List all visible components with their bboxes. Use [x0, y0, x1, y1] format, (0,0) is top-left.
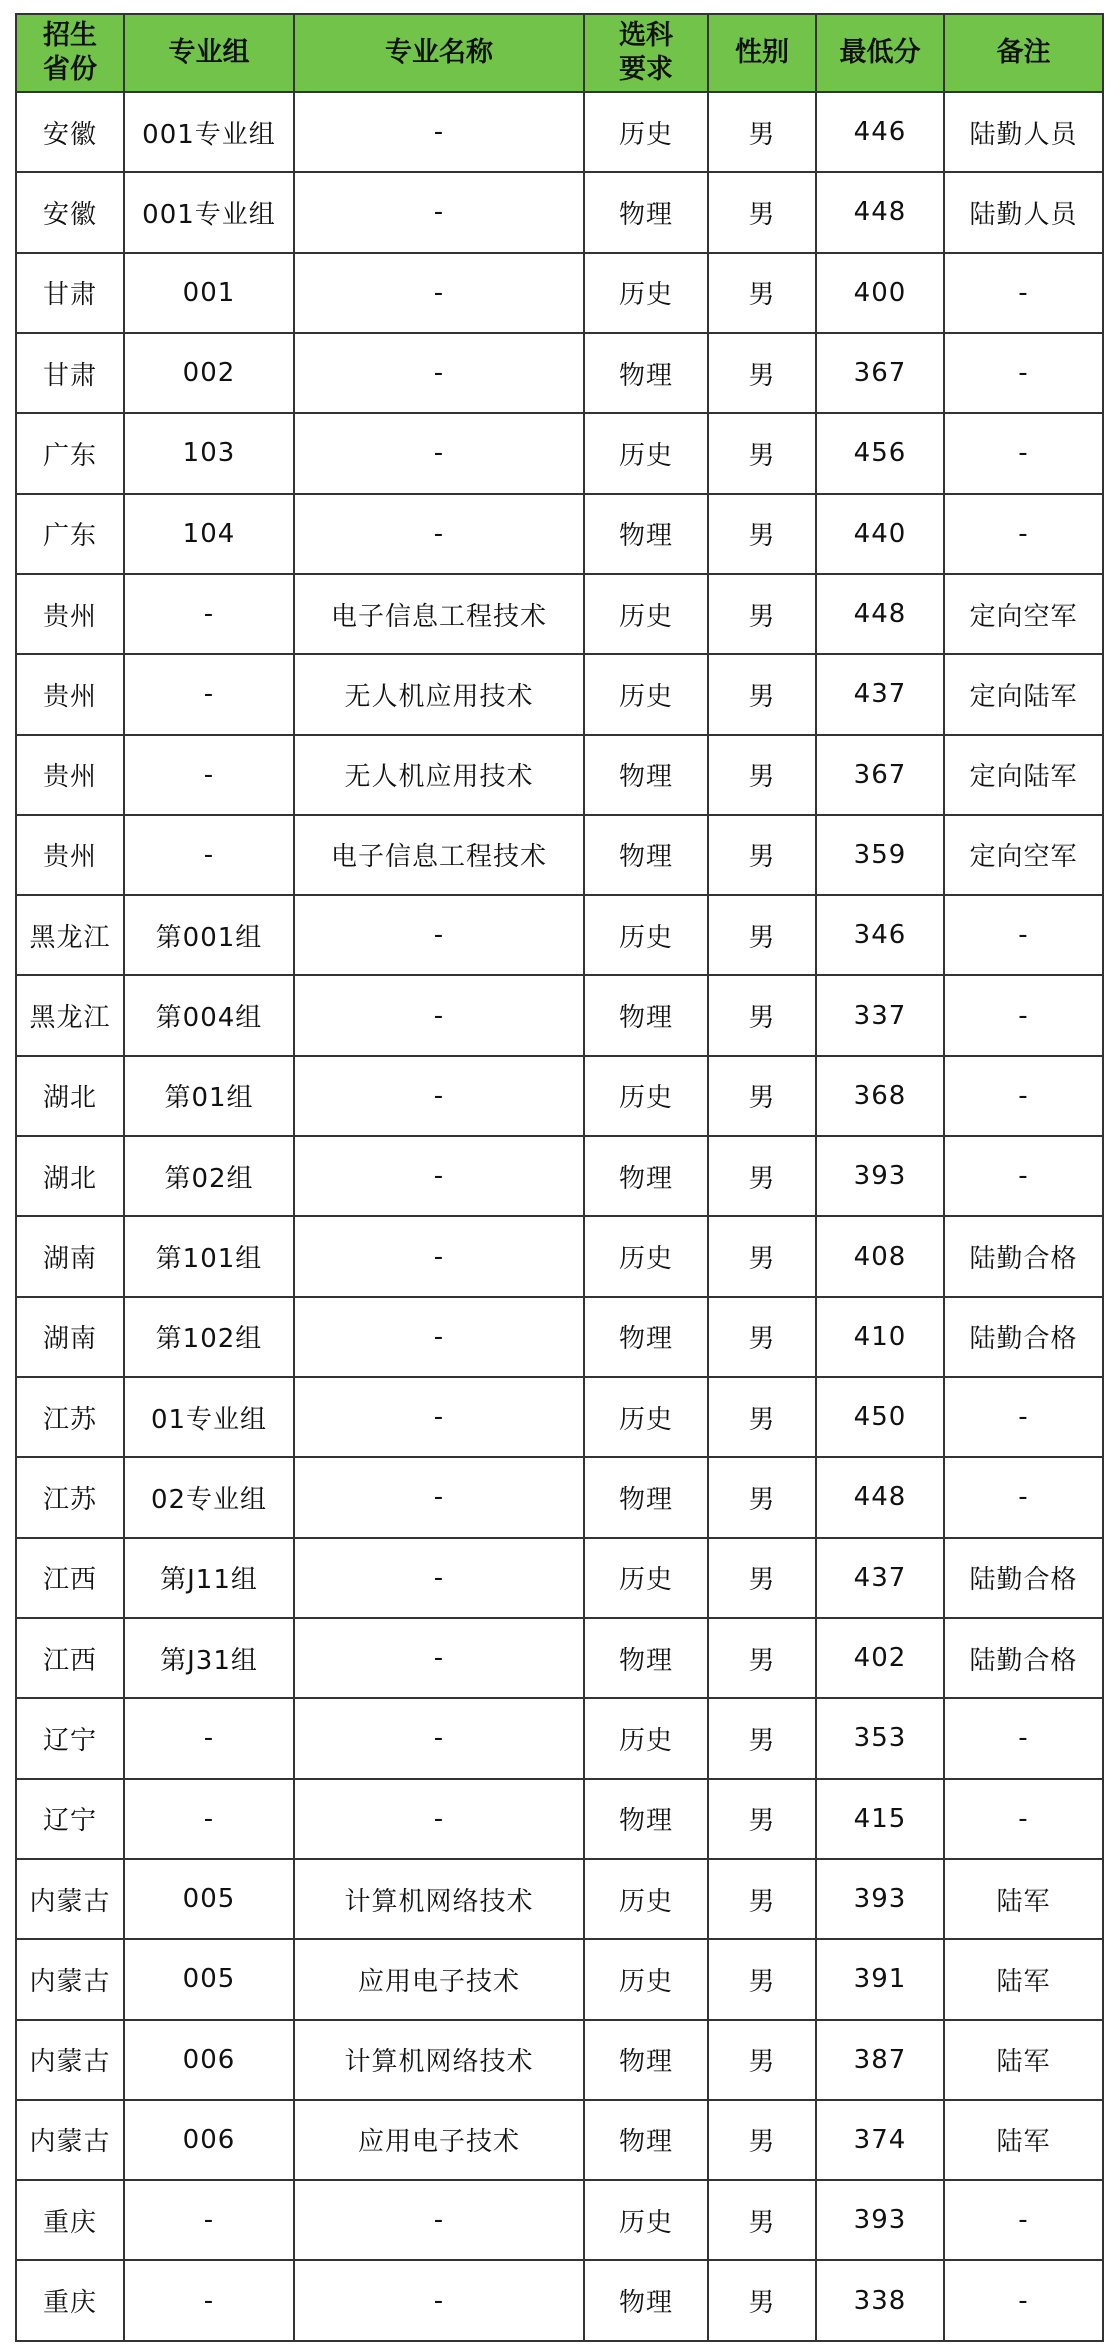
- cell-min-score: 368: [816, 1056, 944, 1136]
- cell-group: 005: [124, 1859, 294, 1939]
- cell-remark: -: [944, 895, 1103, 975]
- table-row: [16, 1216, 1103, 1296]
- table-row: [16, 92, 1103, 172]
- cell-min-score: 359: [816, 815, 944, 895]
- cell-province: 广东: [16, 494, 124, 574]
- cell-remark: 陆勤合格: [944, 1538, 1103, 1618]
- cell-gender: 男: [708, 92, 816, 172]
- table-row: [16, 413, 1103, 493]
- cell-gender: 男: [708, 1457, 816, 1537]
- cell-min-score: 367: [816, 735, 944, 815]
- table-row: [16, 494, 1103, 574]
- cell-min-score: 437: [816, 654, 944, 734]
- cell-group: 第004组: [124, 975, 294, 1055]
- cell-remark: 陆勤合格: [944, 1618, 1103, 1698]
- cell-min-score: 448: [816, 172, 944, 252]
- cell-province: 广东: [16, 413, 124, 493]
- cell-subject: 历史: [584, 1377, 708, 1457]
- cell-subject: 历史: [584, 2180, 708, 2260]
- cell-remark: 陆军: [944, 1939, 1103, 2019]
- cell-major: -: [294, 1698, 584, 1778]
- cell-major: -: [294, 172, 584, 252]
- cell-major: 电子信息工程技术: [294, 574, 584, 654]
- table-row: [16, 333, 1103, 413]
- cell-subject: 物理: [584, 1618, 708, 1698]
- cell-remark: -: [944, 1136, 1103, 1216]
- cell-min-score: 353: [816, 1698, 944, 1778]
- cell-major: -: [294, 413, 584, 493]
- cell-remark: -: [944, 333, 1103, 413]
- cell-gender: 男: [708, 1939, 816, 2019]
- cell-remark: -: [944, 1377, 1103, 1457]
- cell-gender: 男: [708, 2260, 816, 2341]
- cell-min-score: 391: [816, 1939, 944, 2019]
- table-row: [16, 2260, 1103, 2341]
- cell-major: 应用电子技术: [294, 1939, 584, 2019]
- cell-gender: 男: [708, 654, 816, 734]
- cell-subject: 物理: [584, 1297, 708, 1377]
- cell-subject: 物理: [584, 2020, 708, 2100]
- cell-subject: 物理: [584, 1136, 708, 1216]
- cell-min-score: 410: [816, 1297, 944, 1377]
- cell-min-score: 400: [816, 253, 944, 333]
- cell-gender: 男: [708, 494, 816, 574]
- cell-group: -: [124, 654, 294, 734]
- cell-group: 第102组: [124, 1297, 294, 1377]
- cell-major: -: [294, 1538, 584, 1618]
- header-subject-line2: 要求: [619, 54, 673, 85]
- cell-subject: 物理: [584, 333, 708, 413]
- cell-major: 无人机应用技术: [294, 735, 584, 815]
- cell-province: 甘肃: [16, 253, 124, 333]
- cell-subject: 历史: [584, 895, 708, 975]
- cell-remark: 陆勤人员: [944, 92, 1103, 172]
- cell-gender: 男: [708, 1377, 816, 1457]
- cell-group: -: [124, 2260, 294, 2341]
- cell-subject: 物理: [584, 2260, 708, 2341]
- header-major: 专业名称: [294, 14, 584, 92]
- cell-group: 第02组: [124, 1136, 294, 1216]
- table-header: [16, 14, 1103, 92]
- cell-remark: 陆军: [944, 1859, 1103, 1939]
- admission-score-table: [15, 13, 1104, 2342]
- cell-group: 006: [124, 2020, 294, 2100]
- cell-subject: 历史: [584, 92, 708, 172]
- cell-min-score: 448: [816, 1457, 944, 1537]
- cell-subject: 历史: [584, 574, 708, 654]
- cell-gender: 男: [708, 1538, 816, 1618]
- cell-province: 辽宁: [16, 1698, 124, 1778]
- table-row: [16, 574, 1103, 654]
- cell-remark: 陆勤合格: [944, 1297, 1103, 1377]
- cell-gender: 男: [708, 895, 816, 975]
- header-subject: [584, 14, 708, 92]
- admission-score-table-container: [15, 13, 1102, 2342]
- cell-subject: 物理: [584, 494, 708, 574]
- cell-group: -: [124, 2180, 294, 2260]
- table-row: [16, 253, 1103, 333]
- cell-min-score: 337: [816, 975, 944, 1055]
- cell-remark: -: [944, 1056, 1103, 1136]
- cell-major: -: [294, 1297, 584, 1377]
- cell-major: -: [294, 1779, 584, 1859]
- cell-province: 内蒙古: [16, 2020, 124, 2100]
- table-row: [16, 172, 1103, 252]
- cell-province: 湖南: [16, 1216, 124, 1296]
- cell-gender: 男: [708, 1216, 816, 1296]
- table-row: [16, 895, 1103, 975]
- cell-province: 内蒙古: [16, 2100, 124, 2180]
- cell-min-score: 393: [816, 1859, 944, 1939]
- cell-min-score: 456: [816, 413, 944, 493]
- cell-subject: 历史: [584, 1538, 708, 1618]
- cell-province: 重庆: [16, 2180, 124, 2260]
- cell-remark: 陆勤合格: [944, 1216, 1103, 1296]
- cell-remark: 定向空军: [944, 574, 1103, 654]
- cell-gender: 男: [708, 975, 816, 1055]
- cell-remark: -: [944, 1779, 1103, 1859]
- table-row: [16, 1056, 1103, 1136]
- cell-province: 安徽: [16, 92, 124, 172]
- cell-min-score: 437: [816, 1538, 944, 1618]
- cell-subject: 物理: [584, 172, 708, 252]
- cell-subject: 历史: [584, 1216, 708, 1296]
- cell-gender: 男: [708, 1698, 816, 1778]
- cell-group: -: [124, 735, 294, 815]
- cell-group: 002: [124, 333, 294, 413]
- table-row: [16, 654, 1103, 734]
- cell-subject: 物理: [584, 815, 708, 895]
- cell-major: -: [294, 494, 584, 574]
- header-province-line2: 省份: [43, 54, 97, 85]
- cell-gender: 男: [708, 1618, 816, 1698]
- header-province-line1: 招生: [43, 20, 97, 51]
- cell-province: 江西: [16, 1538, 124, 1618]
- cell-min-score: 448: [816, 574, 944, 654]
- cell-province: 重庆: [16, 2260, 124, 2341]
- cell-major: -: [294, 1216, 584, 1296]
- cell-min-score: 346: [816, 895, 944, 975]
- cell-gender: 男: [708, 1859, 816, 1939]
- cell-province: 甘肃: [16, 333, 124, 413]
- cell-subject: 历史: [584, 654, 708, 734]
- cell-subject: 历史: [584, 253, 708, 333]
- cell-province: 湖北: [16, 1056, 124, 1136]
- cell-group: 006: [124, 2100, 294, 2180]
- table-row: [16, 1779, 1103, 1859]
- cell-remark: 定向陆军: [944, 735, 1103, 815]
- cell-province: 黑龙江: [16, 975, 124, 1055]
- table-row: [16, 1297, 1103, 1377]
- header-remark: 备注: [944, 14, 1103, 92]
- table-row: [16, 1618, 1103, 1698]
- cell-province: 江苏: [16, 1377, 124, 1457]
- cell-min-score: 393: [816, 2180, 944, 2260]
- cell-major: 应用电子技术: [294, 2100, 584, 2180]
- cell-gender: 男: [708, 574, 816, 654]
- cell-remark: 陆军: [944, 2020, 1103, 2100]
- cell-gender: 男: [708, 413, 816, 493]
- cell-major: -: [294, 333, 584, 413]
- cell-min-score: 440: [816, 494, 944, 574]
- cell-group: 001专业组: [124, 172, 294, 252]
- cell-major: -: [294, 1457, 584, 1537]
- cell-min-score: 446: [816, 92, 944, 172]
- cell-province: 贵州: [16, 654, 124, 734]
- cell-group: -: [124, 574, 294, 654]
- cell-gender: 男: [708, 333, 816, 413]
- cell-group: 103: [124, 413, 294, 493]
- cell-remark: -: [944, 2260, 1103, 2341]
- cell-subject: 物理: [584, 735, 708, 815]
- cell-group: -: [124, 815, 294, 895]
- cell-subject: 物理: [584, 1779, 708, 1859]
- cell-gender: 男: [708, 735, 816, 815]
- cell-province: 安徽: [16, 172, 124, 252]
- cell-major: -: [294, 975, 584, 1055]
- table-row: [16, 1136, 1103, 1216]
- cell-remark: -: [944, 1698, 1103, 1778]
- cell-province: 贵州: [16, 735, 124, 815]
- cell-remark: 定向空军: [944, 815, 1103, 895]
- cell-subject: 物理: [584, 1457, 708, 1537]
- cell-major: -: [294, 1377, 584, 1457]
- cell-remark: -: [944, 494, 1103, 574]
- cell-subject: 物理: [584, 975, 708, 1055]
- cell-min-score: 402: [816, 1618, 944, 1698]
- table-row: [16, 1377, 1103, 1457]
- cell-major: 无人机应用技术: [294, 654, 584, 734]
- header-gender: 性别: [708, 14, 816, 92]
- cell-group: 第J31组: [124, 1618, 294, 1698]
- table-row: [16, 1457, 1103, 1537]
- table-row: [16, 2180, 1103, 2260]
- header-min-score: 最低分: [816, 14, 944, 92]
- cell-major: 计算机网络技术: [294, 2020, 584, 2100]
- cell-group: 104: [124, 494, 294, 574]
- cell-province: 江苏: [16, 1457, 124, 1537]
- cell-remark: -: [944, 253, 1103, 333]
- cell-remark: -: [944, 413, 1103, 493]
- table-row: [16, 1859, 1103, 1939]
- cell-province: 贵州: [16, 815, 124, 895]
- cell-subject: 历史: [584, 1859, 708, 1939]
- cell-major: -: [294, 2180, 584, 2260]
- table-row: [16, 2020, 1103, 2100]
- table-row: [16, 1698, 1103, 1778]
- cell-min-score: 408: [816, 1216, 944, 1296]
- cell-group: 第01组: [124, 1056, 294, 1136]
- cell-gender: 男: [708, 172, 816, 252]
- cell-province: 江西: [16, 1618, 124, 1698]
- cell-subject: 历史: [584, 413, 708, 493]
- cell-remark: -: [944, 975, 1103, 1055]
- cell-subject: 历史: [584, 1939, 708, 2019]
- cell-min-score: 374: [816, 2100, 944, 2180]
- cell-group: 001: [124, 253, 294, 333]
- cell-gender: 男: [708, 253, 816, 333]
- cell-gender: 男: [708, 815, 816, 895]
- header-row: [16, 14, 1103, 92]
- cell-subject: 历史: [584, 1056, 708, 1136]
- table-row: [16, 1538, 1103, 1618]
- cell-gender: 男: [708, 1136, 816, 1216]
- cell-subject: 历史: [584, 1698, 708, 1778]
- cell-gender: 男: [708, 2100, 816, 2180]
- cell-gender: 男: [708, 2180, 816, 2260]
- cell-province: 辽宁: [16, 1779, 124, 1859]
- cell-province: 内蒙古: [16, 1939, 124, 2019]
- cell-gender: 男: [708, 1297, 816, 1377]
- cell-group: 005: [124, 1939, 294, 2019]
- cell-major: -: [294, 253, 584, 333]
- cell-group: 02专业组: [124, 1457, 294, 1537]
- cell-group: 第101组: [124, 1216, 294, 1296]
- cell-remark: -: [944, 2180, 1103, 2260]
- table-row: [16, 975, 1103, 1055]
- cell-province: 黑龙江: [16, 895, 124, 975]
- table-row: [16, 1939, 1103, 2019]
- header-province: [16, 14, 124, 92]
- cell-group: 第001组: [124, 895, 294, 975]
- cell-min-score: 338: [816, 2260, 944, 2341]
- cell-min-score: 387: [816, 2020, 944, 2100]
- cell-major: -: [294, 1056, 584, 1136]
- cell-major: 电子信息工程技术: [294, 815, 584, 895]
- cell-remark: -: [944, 1457, 1103, 1537]
- cell-province: 湖南: [16, 1297, 124, 1377]
- cell-major: 计算机网络技术: [294, 1859, 584, 1939]
- header-group: 专业组: [124, 14, 294, 92]
- cell-major: -: [294, 92, 584, 172]
- cell-province: 湖北: [16, 1136, 124, 1216]
- cell-group: 第J11组: [124, 1538, 294, 1618]
- cell-major: -: [294, 1618, 584, 1698]
- cell-group: -: [124, 1698, 294, 1778]
- cell-group: 01专业组: [124, 1377, 294, 1457]
- cell-min-score: 415: [816, 1779, 944, 1859]
- cell-remark: 定向陆军: [944, 654, 1103, 734]
- table-row: [16, 815, 1103, 895]
- cell-gender: 男: [708, 2020, 816, 2100]
- cell-remark: 陆勤人员: [944, 172, 1103, 252]
- cell-province: 贵州: [16, 574, 124, 654]
- cell-min-score: 450: [816, 1377, 944, 1457]
- table-row: [16, 735, 1103, 815]
- cell-subject: 物理: [584, 2100, 708, 2180]
- cell-group: -: [124, 1779, 294, 1859]
- table-body: [16, 92, 1103, 2341]
- cell-min-score: 393: [816, 1136, 944, 1216]
- cell-min-score: 367: [816, 333, 944, 413]
- cell-major: -: [294, 1136, 584, 1216]
- table-row: [16, 2100, 1103, 2180]
- cell-major: -: [294, 895, 584, 975]
- cell-major: -: [294, 2260, 584, 2341]
- cell-remark: 陆军: [944, 2100, 1103, 2180]
- header-subject-line1: 选科: [619, 20, 673, 51]
- cell-group: 001专业组: [124, 92, 294, 172]
- cell-gender: 男: [708, 1779, 816, 1859]
- cell-province: 内蒙古: [16, 1859, 124, 1939]
- cell-gender: 男: [708, 1056, 816, 1136]
